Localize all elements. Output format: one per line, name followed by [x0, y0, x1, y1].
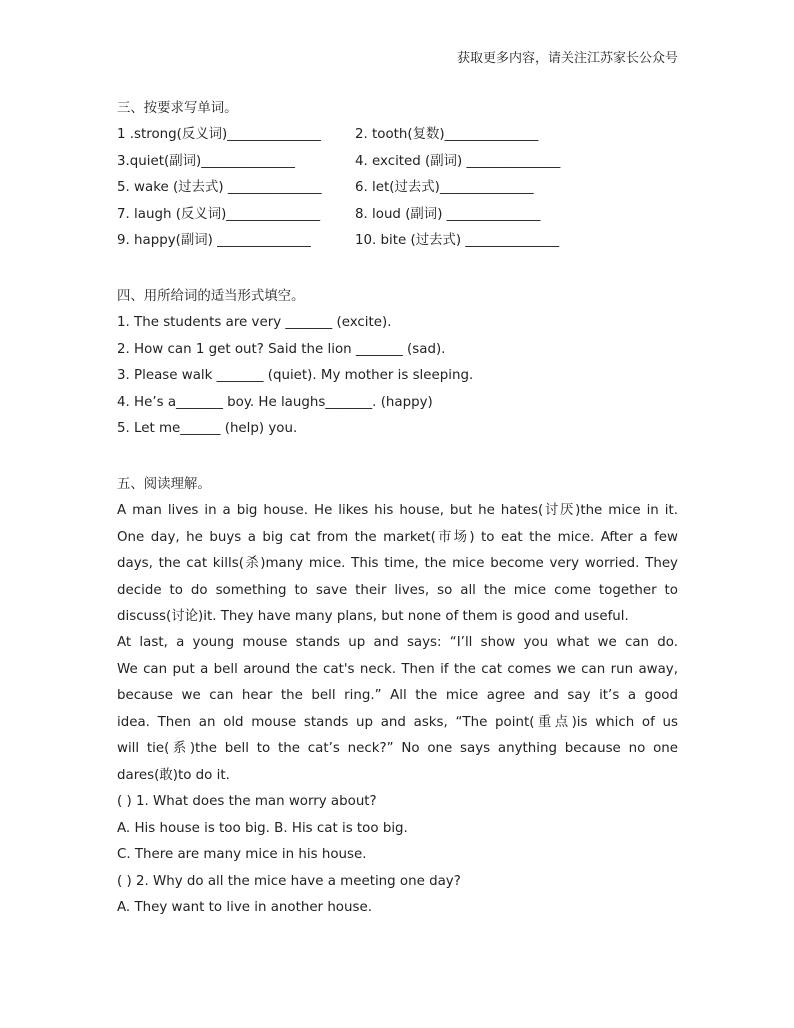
section4-item-1: 1. The students are very _______ (excite).: [117, 315, 392, 330]
header-text: 获取更多内容，请关注江苏家长公众号: [456, 51, 678, 66]
passage-line: One day, he buys a big cat from the market(市场) to eat the mice. After a few: [117, 530, 678, 545]
question-2-option-a: A. They want to live in another house.: [117, 900, 372, 915]
section4-item-5: 5. Let me______ (help) you.: [117, 421, 298, 436]
section3-item-7: 7. laugh (反义词)______________: [117, 207, 321, 222]
section3-item-2: 2. tooth(复数)______________: [355, 127, 539, 142]
passage-line: idea. Then an old mouse stands up and asks, “The point(重点)is which of us: [117, 715, 678, 730]
section4-item-2: 2. How can 1 get out? Said the lion _______ (sad).: [117, 342, 446, 357]
section3-item-1: 1 .strong(反义词)______________: [117, 127, 322, 142]
section3-item-8: 8. loud (副词) ______________: [355, 207, 541, 222]
section3-item-3: 3.quiet(副词)______________: [117, 154, 295, 169]
section4-item-3: 3. Please walk _______ (quiet). My mother is sleeping.: [117, 368, 474, 383]
section3-item-9: 9. happy(副词) ______________: [117, 233, 311, 248]
question-2: ( ) 2. Why do all the mice have a meeting one day?: [117, 874, 461, 889]
passage-line: At last, a young mouse stands up and says: “I’ll show you what we can do.: [117, 635, 678, 650]
section3-title: 三、按要求写单词。: [117, 101, 238, 116]
question-1-options-ab: A. His house is too big. B. His cat is too big.: [117, 821, 408, 836]
passage-line: dares(敢)to do it.: [117, 768, 230, 783]
section3-item-5: 5. wake (过去式) ______________: [117, 180, 322, 195]
passage-line: will tie(系)the bell to the cat’s neck?” No one says anything because no one: [117, 741, 678, 756]
passage-line: decide to do something to save their lives, so all the mice come together to: [117, 583, 678, 598]
section3-item-6: 6. let(过去式)______________: [355, 180, 534, 195]
passage-line: We can put a bell around the cat's neck. Then if the cat comes we can run away,: [117, 662, 678, 677]
passage-line: days, the cat kills(杀)many mice. This time, the mice become very worried. They: [117, 556, 678, 571]
passage-line: discuss(讨论)it. They have many plans, but none of them is good and useful.: [117, 609, 629, 624]
question-1-option-c: C. There are many mice in his house.: [117, 847, 367, 862]
section5-title: 五、阅读理解。: [117, 477, 211, 492]
section4-item-4: 4. He’s a_______ boy. He laughs_______. (happy): [117, 395, 433, 410]
section4-title: 四、用所给词的适当形式填空。: [117, 289, 305, 304]
question-1: ( ) 1. What does the man worry about?: [117, 794, 377, 809]
section3-item-4: 4. excited (副词) ______________: [355, 154, 561, 169]
section3-item-10: 10. bite (过去式) ______________: [355, 233, 560, 248]
passage-line: because we can hear the bell ring.” All the mice agree and say it’s a good: [117, 688, 678, 703]
passage-line: A man lives in a big house. He likes his house, but he hates(讨厌)the mice in it.: [117, 503, 678, 518]
